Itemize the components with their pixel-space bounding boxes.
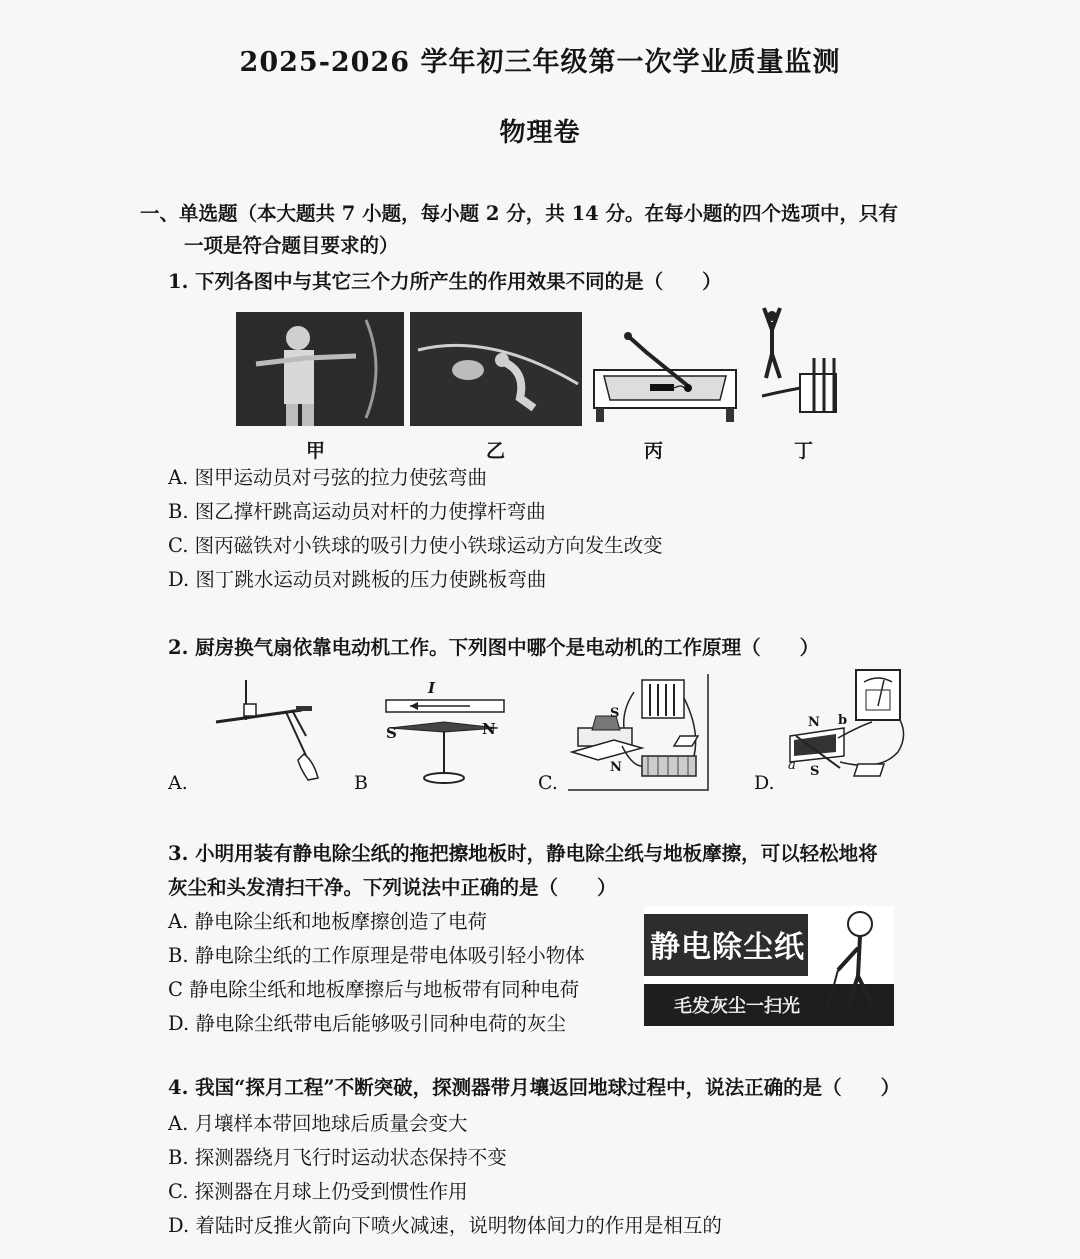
q1-option-b: B. 图乙撑杆跳高运动员对杆的力使撑杆弯曲 <box>168 500 546 523</box>
figure-q3-dust-paper-ad <box>644 906 894 1028</box>
q2-c-north-label: N <box>610 760 622 775</box>
question-2-stem: 2. 厨房换气扇依靠电动机工作。下列图中哪个是电动机的工作原理（ ） <box>168 636 820 659</box>
exam-subtitle: 物理卷 <box>499 118 581 148</box>
caption-yi: 乙 <box>486 440 506 462</box>
figure-yi-pole-vault <box>410 312 582 426</box>
q2-b-north-label: N <box>482 720 496 738</box>
q2-d-a-label: a <box>788 758 796 773</box>
figure-jia-archer <box>236 312 404 426</box>
figure-bing-magnet-ball <box>588 330 742 426</box>
q3-option-c: C 静电除尘纸和地板摩擦后与地板带有同种电荷 <box>168 978 580 1001</box>
q1-option-a: A. 图甲运动员对弓弦的拉力使弦弯曲 <box>168 466 487 489</box>
q3-option-b: B. 静电除尘纸的工作原理是带电体吸引轻小物体 <box>168 944 585 967</box>
caption-ding: 丁 <box>794 440 814 462</box>
q2-d-north-label: N <box>808 715 820 730</box>
q1-option-c: C. 图丙磁铁对小铁球的吸引力使小铁球运动方向发生改变 <box>168 534 663 557</box>
q2-label-b: B <box>354 772 368 794</box>
question-4-stem: 4. 我国“探月工程”不断突破，探测器带月壤返回地球过程中，说法正确的是（ ） <box>168 1076 901 1099</box>
q3-option-d: D. 静电除尘纸带电后能够吸引同种电荷的灰尘 <box>168 1012 566 1035</box>
ad-title-text: 静电除尘纸 <box>650 930 805 965</box>
q4-option-d: D. 着陆时反推火箭向下喷火减速，说明物体间力的作用是相互的 <box>168 1214 722 1237</box>
q2-label-c: C. <box>538 772 558 794</box>
q2-label-d: D. <box>754 772 775 794</box>
figure-q2-c-motor-circuit <box>562 670 714 792</box>
caption-jia: 甲 <box>306 440 326 462</box>
question-1-stem: 1. 下列各图中与其它三个力所产生的作用效果不同的是（ ） <box>168 270 722 293</box>
q2-c-south-label: S <box>610 706 620 721</box>
q3-option-a: A. 静电除尘纸和地板摩擦创造了电荷 <box>168 910 487 933</box>
q2-label-a: A. <box>168 772 188 794</box>
section-heading-line2: 一项是符合题目要求的） <box>184 234 399 257</box>
question-3-stem-line1: 3. 小明用装有静电除尘纸的拖把擦地板时，静电除尘纸与地板摩擦，可以轻松地将 <box>168 842 878 865</box>
q2-b-south-label: S <box>386 724 397 742</box>
ad-caption-text: 毛发灰尘一扫光 <box>674 996 800 1017</box>
exam-title: 2025-2026 学年初三年级第一次学业质量监测 <box>239 47 841 78</box>
mop-person-illustration <box>820 906 894 1028</box>
caption-bing: 丙 <box>644 440 664 462</box>
q4-option-a: A. 月壤样本带回地球后质量会变大 <box>168 1112 468 1135</box>
q2-d-b-label: b <box>838 713 848 728</box>
q2-d-south-label: S <box>810 764 820 779</box>
figure-q2-a-wire-in-field <box>210 676 330 786</box>
question-3-stem-line2: 灰尘和头发清扫干净。下列说法中正确的是（ ） <box>168 876 617 899</box>
q4-option-c: C. 探测器在月球上仍受到惯性作用 <box>168 1180 468 1203</box>
q1-option-d: D. 图丁跳水运动员对跳板的压力使跳板弯曲 <box>168 568 547 591</box>
q2-b-current-label: I <box>428 679 436 697</box>
section-heading-line1: 一、单选题（本大题共 7 小题，每小题 2 分，共 14 分。在每小题的四个选项中，只有 <box>140 202 899 225</box>
q4-option-b: B. 探测器绕月飞行时运动状态保持不变 <box>168 1146 507 1169</box>
figure-ding-diving-board <box>758 304 842 416</box>
